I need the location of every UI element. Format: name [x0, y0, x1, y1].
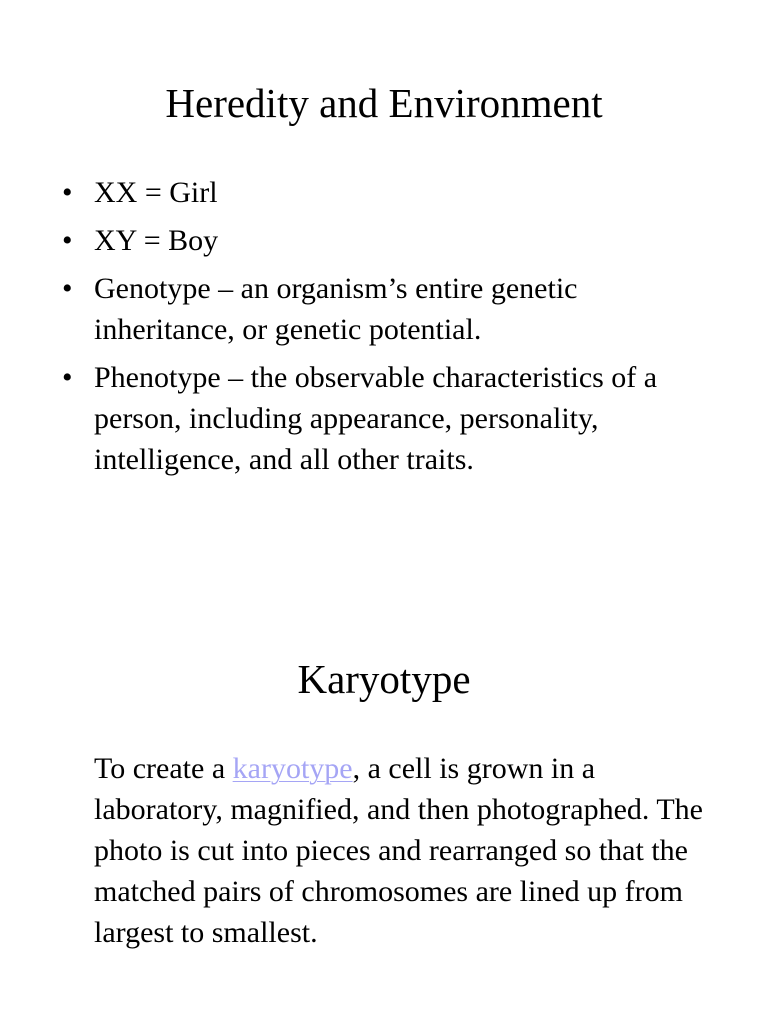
paragraph-text-after: , a cell is grown in a laboratory, magnified, and then photographed. The photo is cut into pieces and rearranged so that the matched pairs of chromosomes are lined up from largest to smallest.	[94, 752, 703, 949]
bullet-item	[60, 220, 720, 261]
paragraph-text-before: To create a	[94, 752, 233, 785]
karyotype-link[interactable]: karyotype	[232, 752, 353, 785]
bullet-text: Phenotype – the observable characteristics of a person, including appearance, personality, intelligence, and all other traits.	[94, 361, 658, 476]
slide-karyotype	[0, 620, 768, 1024]
slide-title: Heredity and Environment	[165, 80, 603, 126]
bullet-item	[60, 268, 720, 350]
bullet-text: Genotype – an organism’s entire genetic inheritance, or genetic potential.	[94, 272, 578, 346]
bullet-icon: •	[62, 224, 73, 257]
bullet-text: XY = Boy	[94, 224, 219, 257]
bullet-text: XX = Girl	[94, 176, 218, 209]
bullet-icon: •	[62, 176, 73, 209]
bullet-list	[60, 172, 720, 487]
body-paragraph	[94, 748, 704, 953]
slide-title: Karyotype	[297, 656, 471, 702]
bullet-item	[60, 172, 720, 213]
bullet-item	[60, 357, 720, 480]
bullet-icon: •	[62, 272, 73, 305]
bullet-icon: •	[62, 361, 73, 394]
